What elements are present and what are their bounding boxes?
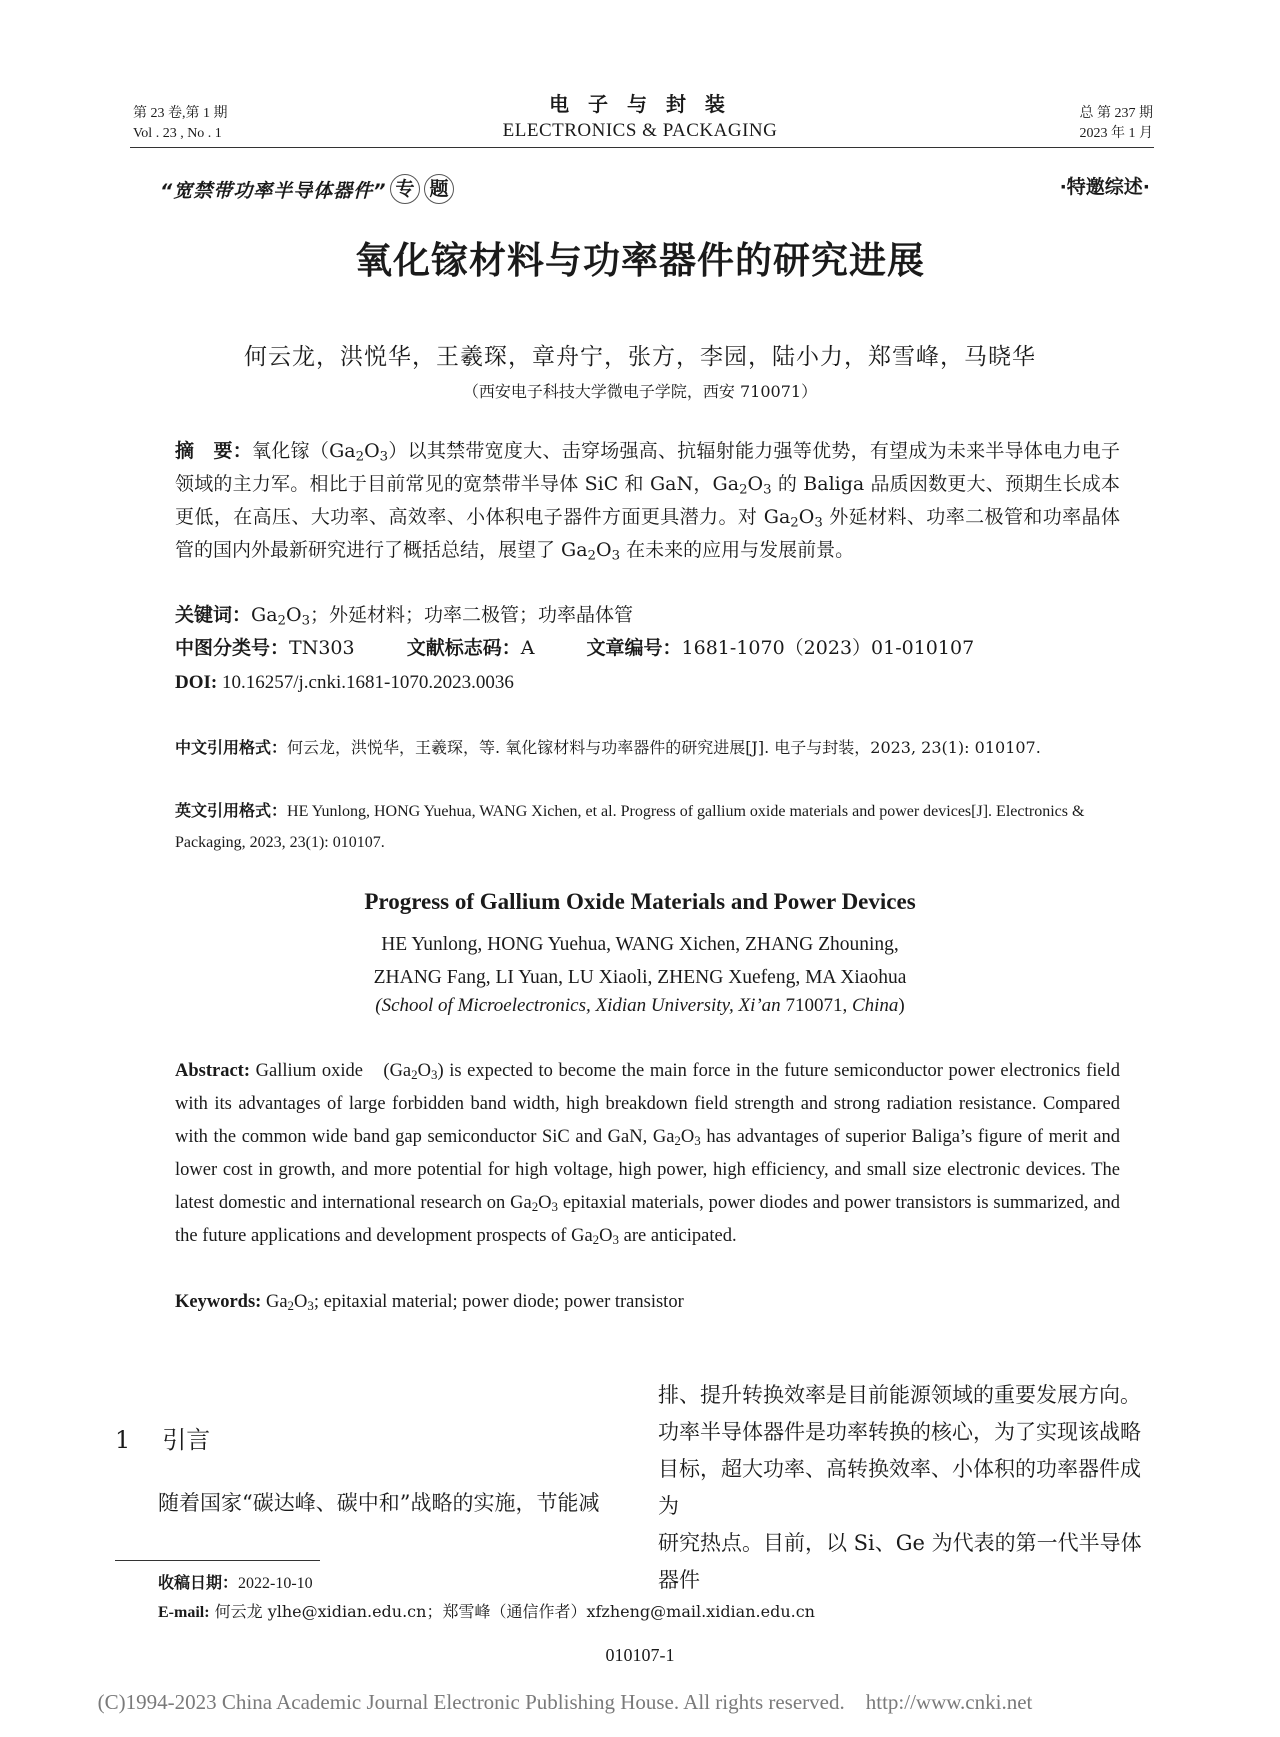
section-type: ·特邀综述·: [1059, 176, 1150, 198]
abstract-cn-text: O: [747, 473, 764, 495]
affiliation-en-text: (School of Microelectronics, Xidian University, Xi’an: [375, 995, 781, 1016]
right-column-line: 目标，超大功率、高转换效率、小体积的功率器件成为: [658, 1457, 1141, 1518]
abstract-en: Abstract: Gallium oxide $(Ga_2O_3)$ is expected to become the main force in the future semiconductor power electronics field with its advantages of large forbidden band width, high breakdown field strength and strong radiation resistance. Compared with the common wide band gap semiconductor SiC and GaN, $Ga_2O_3$ has advantages of superior Baliga’s figure of merit and lower cost in growth, and more potential for high voltage, high power, high efficiency, and small size electronic devices. The latest domestic and international research on $Ga_2O_3$ epitaxial materials, power diodes and power transistors is summarized, and the future applications and development prospects of $Ga_2O_3$ are anticipated.: [175, 1061, 1121, 1248]
header-rule: [130, 147, 1154, 148]
special-topic-char-1: 专: [390, 174, 420, 204]
keywords-en-text: Ga: [261, 1292, 288, 1312]
footnote-email: [158, 1598, 815, 1627]
abstract-cn-text: O: [364, 440, 380, 462]
abstract-cn-text: 在未来的应用与发展前景。: [620, 539, 855, 561]
email-label: E-mail:: [158, 1604, 210, 1621]
section-number: 1: [115, 1426, 131, 1454]
abstract-cn: 摘 要：氧化镓$(Ga_2O_3)$以其禁带宽度大、击穿场强高、抗辐射能力强等优势，有望成为未来半导体电力电子领域的主力军。相比于目前常见的宽禁带半导体 SiC 和 GaN，$Ga_2O_3$ 的 Baliga 品质因数更大、预期生长成本更低，在高压、大功率、高效率、小体积电子器件方面更具潜力。对 $Ga_2O_3$ 外延材料、功率二极管和功率晶体管的国内外最新研究进行了概括总结，展望了 $Ga_2O_3$ 在未来的应用与发展前景。: [175, 440, 1120, 564]
left-column-text: 随着国家“碳达峰、碳中和”战略的实施，节能减: [158, 1491, 600, 1515]
abstract-en-text: Gallium oxide (Ga: [250, 1061, 412, 1081]
abstract-cn-text: O: [596, 539, 612, 561]
keywords-en-text: O: [294, 1292, 308, 1312]
right-column-line: 研究热点。目前，以 Si、Ge 为代表的第一代半导体器件: [658, 1531, 1142, 1592]
authors-cn: 何云龙，洪悦华，王羲琛，章舟宁，张方，李园，陆小力，郑雪峰，马晓华: [244, 344, 1036, 370]
journal-title-en: ELECTRONICS & PACKAGING: [502, 120, 778, 141]
footnote-rule: [115, 1560, 320, 1561]
page-number: 010107-1: [605, 1645, 675, 1665]
affiliation-cn: （西安电子科技大学微电子学院，西安 710071）: [462, 382, 818, 401]
header-volume: [133, 104, 228, 144]
page-title: 氧化镓材料与功率器件的研究进展: [355, 239, 925, 282]
keywords-en-label: Keywords:: [175, 1292, 262, 1312]
keywords-en: Keywords: $Ga_2O_3$; epitaxial material; power diode; power transistor: [175, 1292, 684, 1314]
special-topic-label: “宽禁带功率半导体器件”: [160, 179, 387, 202]
header-volume-cn: 第 23 卷,第 1 期: [133, 106, 228, 121]
journal-title-cn: 电 子 与 封 装: [549, 92, 731, 116]
citation-en-text: HE Yunlong, HONG Yuehua, WANG Xichen, et al. Progress of gallium oxide materials and power devices[J]. Electronics & Packaging, 2023, 23(1): 010107.: [175, 803, 1085, 851]
received-label: 收稿日期：: [158, 1573, 239, 1592]
right-column-line: 排、提升转换效率是目前能源领域的重要发展方向。: [658, 1383, 1141, 1407]
citation-cn-label: 中文引用格式：: [175, 738, 288, 757]
footnote-received: [158, 1569, 815, 1598]
abstract-en-text: O: [680, 1127, 695, 1147]
abstract-cn-text: O: [798, 506, 815, 528]
section-title: 引言: [162, 1426, 211, 1454]
affiliation-en: [0, 995, 1280, 1017]
keywords-cn-label: 关键词：: [175, 604, 252, 626]
clc-value: TN303: [289, 637, 355, 659]
authors-en: [0, 928, 1280, 994]
abstract-en-text: O: [599, 1226, 613, 1246]
abstract-en-text: epitaxial materials, power diodes and power transistors is summarized, and the future applications and development prospects of Ga: [175, 1193, 1120, 1246]
special-topic-banner: [160, 174, 454, 204]
title-en: Progress of Gallium Oxide Materials and Power Devices: [364, 889, 916, 914]
section-heading: [115, 1420, 210, 1455]
abstract-cn-label: 摘 要：: [175, 440, 253, 462]
classification: [175, 632, 974, 665]
doc-code-value: A: [520, 637, 535, 659]
citation-cn-text: 何云龙，洪悦华，王羲琛，等. 氧化镓材料与功率器件的研究进展[J]. 电子与封装，2023, 23(1): 010107.: [287, 738, 1041, 757]
affiliation-en-text: ): [898, 995, 905, 1016]
header-issue-total: 总 第 237 期: [1079, 106, 1153, 121]
abstract-en-text: are anticipated.: [618, 1226, 737, 1246]
citation-cn: [175, 733, 1120, 763]
received-date: 2022-10-10: [238, 1575, 313, 1592]
keywords-cn-text: ；外延材料；功率二极管；功率晶体管: [310, 604, 634, 626]
keywords-cn-text: O: [286, 604, 302, 626]
journal-title: [440, 90, 840, 144]
email-value: 何云龙 ylhe@xidian.edu.cn；郑雪峰（通信作者）xfzheng@mail.xidian.edu.cn: [209, 1602, 815, 1621]
header-issue-date: 2023 年 1 月: [1079, 126, 1153, 141]
keywords-cn: 关键词：$Ga_2O_3$；外延材料；功率二极管；功率晶体管: [175, 604, 634, 629]
doi-label: DOI:: [175, 672, 218, 693]
abstract-en-text: O: [417, 1061, 431, 1081]
right-column-line: 功率半导体器件是功率转换的核心，为了实现该战略: [658, 1420, 1141, 1444]
header-volume-en: Vol . 23 , No . 1: [133, 126, 222, 141]
keywords-cn-text: Ga: [251, 604, 278, 626]
footnote: [158, 1569, 815, 1627]
abstract-en-text: O: [538, 1193, 552, 1213]
citation-en-label: 英文引用格式：: [175, 801, 288, 820]
abstract-cn-text: 的 Baliga 品质因数更大、预期生长成本更低，在高压、大功率、高效率、小体积电子器件方面更具潜力。对 Ga: [175, 473, 1120, 528]
authors-en-line-2: ZHANG Fang, LI Yuan, LU Xiaoli, ZHENG Xuefeng, MA Xiaohua: [373, 967, 907, 988]
copyright-notice: (C)1994-2023 China Academic Journal Electronic Publishing House. All rights reserved. http://www.cnki.net: [97, 1690, 1033, 1714]
abstract-cn-text: 外延材料、功率二极管和功率晶体管的国内外最新研究进行了概括总结，展望了 Ga: [175, 506, 1120, 561]
keywords-en-text: ; epitaxial material; power diode; power transistor: [313, 1292, 684, 1312]
special-topic-char-2: 题: [424, 174, 454, 204]
doi-value: 10.16257/j.cnki.1681-1070.2023.0036: [221, 672, 514, 693]
affiliation-en-text: 710071,: [780, 995, 852, 1016]
abstract-en-text: ) is expected to become the main force in the future semiconductor power electronics field with its advantages of large forbidden band width, high breakdown field strength and strong radiation resistance. Compared with the common wide band gap semiconductor SiC and GaN, Ga: [175, 1061, 1120, 1147]
citation-en: [175, 796, 1120, 858]
article-no-value: 1681-1070（2023）01-010107: [681, 637, 975, 659]
abstract-en-text: has advantages of superior Baliga’s figure of merit and lower cost in growth, and more potential for high voltage, high power, high efficiency, and small size electronic devices. The latest domestic and international research on Ga: [175, 1127, 1121, 1213]
header-issue: [1080, 104, 1154, 144]
doi: [175, 666, 514, 699]
right-column: [658, 1377, 1158, 1599]
abstract-cn-text: ）以其禁带宽度大、击穿场强高、抗辐射能力强等优势，有望成为未来半导体电力电子领域的主力军。相比于目前常见的宽禁带半导体 SiC 和 GaN，Ga: [175, 440, 1120, 495]
doc-code-label: 文献标志码：: [406, 637, 521, 659]
abstract-en-label: Abstract:: [175, 1061, 251, 1081]
abstract-cn-text: 氧化镓（Ga: [252, 440, 356, 462]
authors-en-line-1: HE Yunlong, HONG Yuehua, WANG Xichen, ZHANG Zhouning,: [381, 934, 899, 955]
clc-label: 中图分类号：: [175, 637, 290, 659]
affiliation-en-text: China: [851, 995, 899, 1016]
article-no-label: 文章编号：: [586, 637, 682, 659]
